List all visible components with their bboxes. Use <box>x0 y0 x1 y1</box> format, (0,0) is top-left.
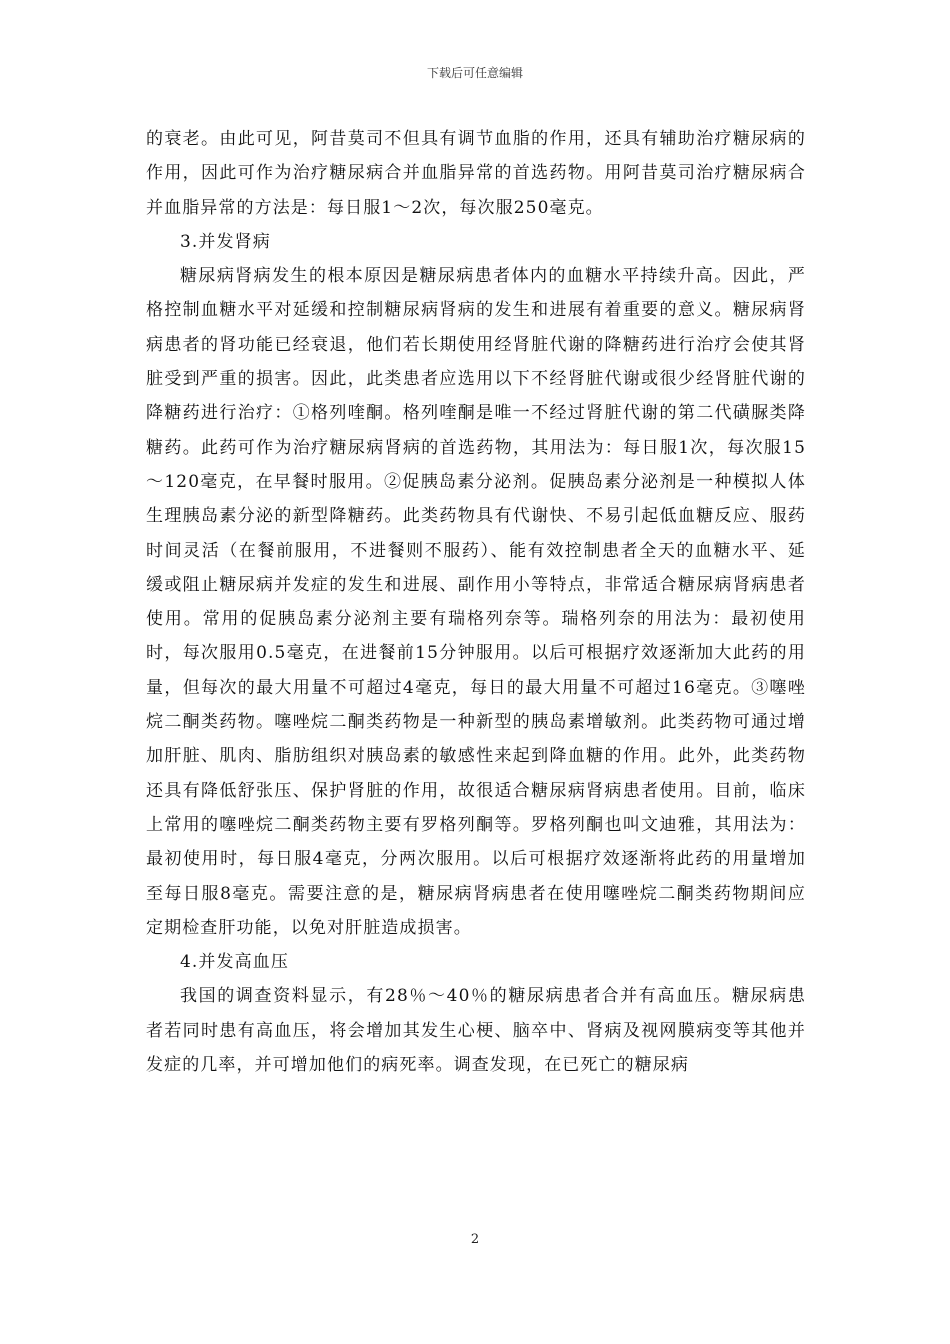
paragraph-kidney: 糖尿病肾病发生的根本原因是糖尿病患者体内的血糖水平持续升高。因此，严格控制血糖水平对延缓和控制糖尿病肾病的发生和进展有着重要的意义。糖尿病肾病患者的肾功能已经衰退，他们若长期使用经肾脏代谢的降糖药进行治疗会使其肾脏受到严重的损害。因此，此类患者应选用以下不经肾脏代谢或很少经肾脏代谢的降糖药进行治疗：①格列喹酮。格列喹酮是唯一不经过肾脏代谢的第二代磺脲类降糖药。此药可作为治疗糖尿病肾病的首选药物，其用法为：每日服1次，每次服15～120毫克，在早餐时服用。②促胰岛素分泌剂。促胰岛素分泌剂是一种模拟人体生理胰岛素分泌的新型降糖药。此类药物具有代谢快、不易引起低血糖反应、服药时间灵活（在餐前服用，不进餐则不服药）、能有效控制患者全天的血糖水平、延缓或阻止糖尿病并发症的发生和进展、副作用小等特点，非常适合糖尿病肾病患者使用。常用的促胰岛素分泌剂主要有瑞格列奈等。瑞格列奈的用法为：最初使用时，每次服用0.5毫克，在进餐前15分钟服用。以后可根据疗效逐渐加大此药的用量，但每次的最大用量不可超过4毫克，每日的最大用量不可超过16毫克。③噻唑烷二酮类药物。噻唑烷二酮类药物是一种新型的胰岛素增敏剂。此类药物可通过增加肝脏、肌肉、脂肪组织对胰岛素的敏感性来起到降血糖的作用。此外，此类药物还具有降低舒张压、保护肾脏的作用，故很适合糖尿病肾病患者使用。目前，临床上常用的噻唑烷二酮类药物主要有罗格列酮等。罗格列酮也叫文迪雅，其用法为：最初使用时，每日服4毫克，分两次服用。以后可根据疗效逐渐将此药的用量增加至每日服8毫克。需要注意的是，糖尿病肾病患者在使用噻唑烷二酮类药物期间应定期检查肝功能，以免对肝脏造成损害。 <box>146 266 806 938</box>
paragraph-continuation: 的衰老。由此可见，阿昔莫司不但具有调节血脂的作用，还具有辅助治疗糖尿病的作用，因此可作为治疗糖尿病合并血脂异常的首选药物。用阿昔莫司治疗糖尿病合并血脂异常的方法是：每日服1～2次，每次服250毫克。 <box>146 129 806 218</box>
body-text <box>146 122 806 1082</box>
section-heading-kidney: 3.并发肾病 <box>180 231 271 252</box>
section-heading-hypertension: 4.并发高血压 <box>180 952 289 973</box>
page-header: 下载后可任意编辑 <box>426 66 523 80</box>
page-number: 2 <box>470 1232 480 1247</box>
paragraph-hypertension: 我国的调查资料显示，有28％～40％的糖尿病患者合并有高血压。糖尿病患者若同时患有高血压，将会增加其发生心梗、脑卒中、肾病及视网膜病变等其他并发症的几率，并可增加他们的病死率。调查发现，在已死亡的糖尿病 <box>146 986 806 1076</box>
